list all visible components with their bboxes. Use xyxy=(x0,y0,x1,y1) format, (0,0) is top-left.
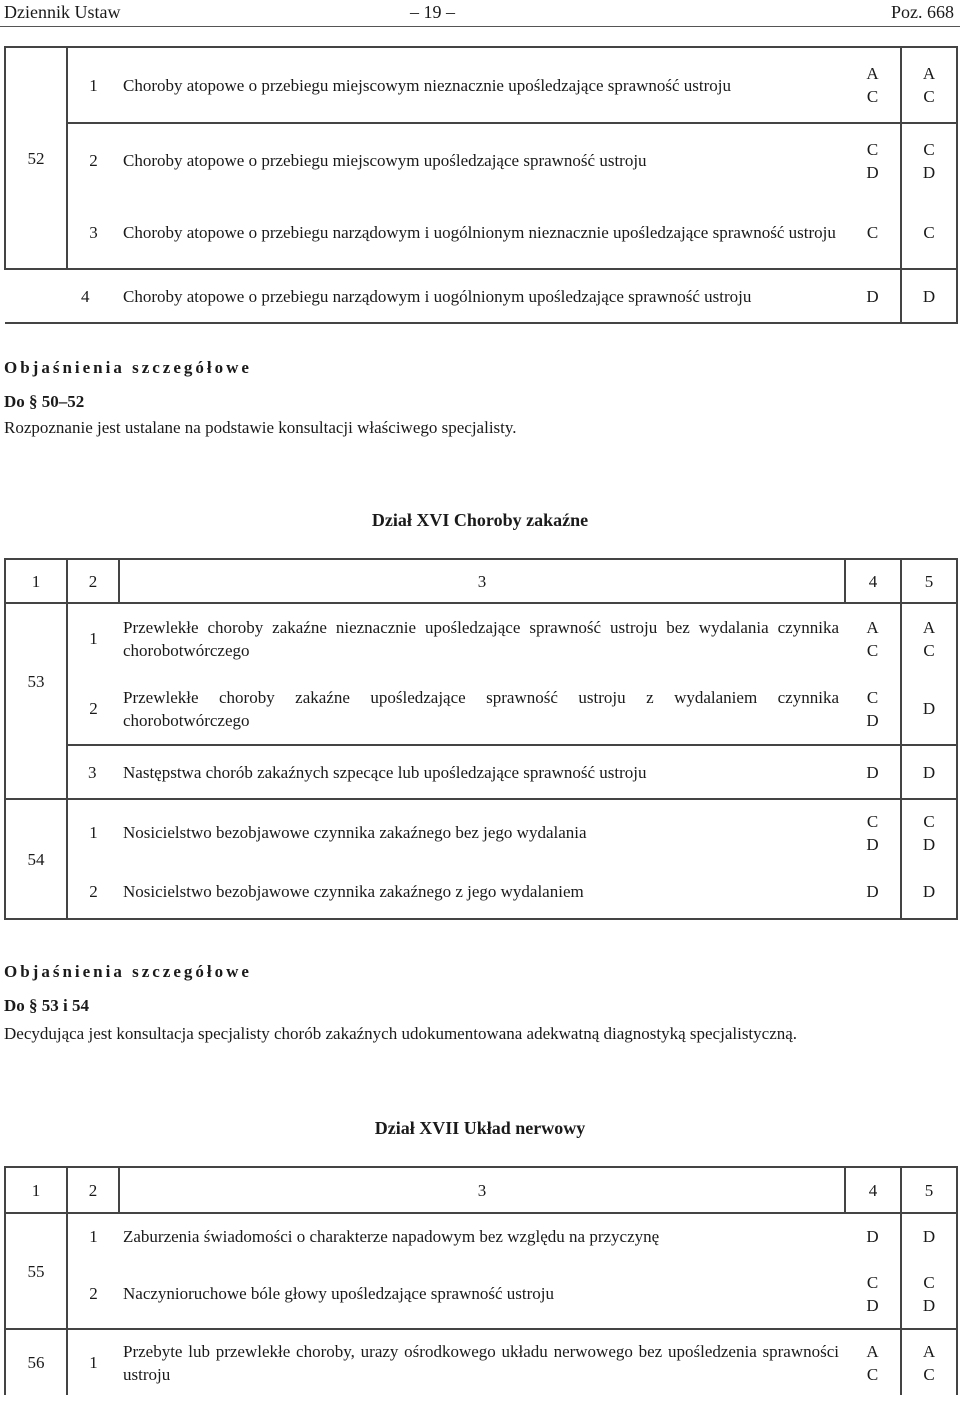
category-col4: C D xyxy=(845,123,901,197)
notes-reference xyxy=(4,996,89,1016)
category-col5: A C xyxy=(901,1329,957,1395)
row-number: 1 xyxy=(67,1213,119,1259)
notes-text: Decydująca jest konsultacja specjalisty chorób zakaźnych udokumentowana adekwatną diagnostyką specjalistyczną. xyxy=(4,1024,798,1043)
row-description: Zaburzenia świadomości o charakterze napadowym bez względu na przyczynę xyxy=(119,1213,845,1259)
row-description: Choroby atopowe o przebiegu miejscowym nieznacznie upośledzające sprawność ustroju xyxy=(119,47,845,123)
section-title: Dział XVII Układ nerwowy xyxy=(374,1118,586,1138)
header-divider xyxy=(0,26,960,27)
journal-name: Dziennik Ustaw xyxy=(4,2,121,22)
category-col4: C D xyxy=(845,1259,901,1329)
group-number: 54 xyxy=(5,799,67,919)
row-number: 2 xyxy=(67,673,119,745)
category-col5: D xyxy=(901,673,957,745)
table-row xyxy=(5,269,957,323)
table-row xyxy=(5,47,957,123)
row-number: 1 xyxy=(67,1329,119,1395)
category-col5: D xyxy=(901,269,957,323)
category-col4: A C xyxy=(845,603,901,673)
category-col5: C D xyxy=(901,123,957,197)
row-number: 3 xyxy=(67,197,119,269)
group-number: 56 xyxy=(5,1329,67,1395)
category-col5: C D xyxy=(901,1259,957,1329)
row-description: Przewlekłe choroby zakaźne nieznacznie upośledzające sprawność ustroju bez wydalania czynnika chorobotwórczego xyxy=(119,603,845,673)
table-row xyxy=(5,123,957,197)
column-header: 2 xyxy=(67,1167,119,1213)
category-col5: D xyxy=(901,745,957,799)
table-row xyxy=(5,745,957,799)
table-header-row xyxy=(5,1167,957,1213)
row-number: 1 xyxy=(67,799,119,865)
row-description: Choroby atopowe o przebiegu narządowym i uogólnionym nieznacznie upośledzające sprawność ustroju xyxy=(119,197,845,269)
table-row xyxy=(5,603,957,673)
row-number: 2 xyxy=(67,123,119,197)
section-sign: § xyxy=(29,392,38,411)
table-row xyxy=(5,1329,957,1395)
row-description: Przewlekłe choroby zakaźne upośledzające sprawność ustroju z wydalaniem czynnika chorobotwórczego xyxy=(119,673,845,745)
position-number: Poz. 668 xyxy=(891,2,954,22)
page-header xyxy=(0,0,960,24)
group-number: 55 xyxy=(5,1213,67,1329)
column-header: 2 xyxy=(67,559,119,603)
row-description: Przebyte lub przewlekłe choroby, urazy ośrodkowego układu nerwowego bez upośledzenia sprawności ustroju xyxy=(119,1329,845,1395)
category-col4: A C xyxy=(845,47,901,123)
notes-title: Objaśnienia szczegółowe xyxy=(4,962,252,981)
row-number: 4 xyxy=(5,269,119,323)
category-col5: D xyxy=(901,1213,957,1259)
group-number: 53 xyxy=(5,603,67,799)
table-row xyxy=(5,673,957,745)
table-section-52 xyxy=(4,46,958,324)
category-col4: C D xyxy=(845,673,901,745)
table-row xyxy=(5,1213,957,1259)
section-title: Dział XVI Choroby zakaźne xyxy=(371,510,589,530)
row-description: Następstwa chorób zakaźnych szpecące lub upośledzające sprawność ustroju xyxy=(119,745,845,799)
category-col5: D xyxy=(901,865,957,919)
column-header: 4 xyxy=(845,1167,901,1213)
row-number: 1 xyxy=(67,47,119,123)
category-col4: D xyxy=(845,269,901,323)
table-row xyxy=(5,865,957,919)
column-header: 5 xyxy=(901,1167,957,1213)
row-number: 2 xyxy=(67,865,119,919)
row-number: 3 xyxy=(67,745,119,799)
notes-text: Rozpoznanie jest ustalane na podstawie konsultacji właściwego specjalisty. xyxy=(4,418,517,437)
category-col5: C D xyxy=(901,799,957,865)
column-header: 5 xyxy=(901,559,957,603)
category-col4: C xyxy=(845,197,901,269)
row-description: Choroby atopowe o przebiegu narządowym i uogólnionym upośledzające sprawność ustroju xyxy=(119,269,845,323)
category-col5: A C xyxy=(901,603,957,673)
row-description: Naczynioruchowe bóle głowy upośledzające sprawność ustroju xyxy=(119,1259,845,1329)
column-header: 3 xyxy=(119,1167,845,1213)
category-col5: A C xyxy=(901,47,957,123)
section-sign: § xyxy=(29,996,38,1015)
row-description: Nosicielstwo bezobjawowe czynnika zakaźnego bez jego wydalania xyxy=(119,799,845,865)
row-number: 1 xyxy=(67,603,119,673)
table-header-row xyxy=(5,559,957,603)
table-row xyxy=(5,1259,957,1329)
table-row xyxy=(5,197,957,269)
column-header: 4 xyxy=(845,559,901,603)
category-col4: D xyxy=(845,865,901,919)
table-section-xvi xyxy=(4,558,958,920)
table-row xyxy=(5,799,957,865)
category-col4: A C xyxy=(845,1329,901,1395)
table-section-xvii xyxy=(4,1166,958,1395)
ref-prefix: Do xyxy=(4,392,25,411)
row-number: 2 xyxy=(67,1259,119,1329)
notes-title: Objaśnienia szczegółowe xyxy=(4,358,252,377)
ref-range: 50–52 xyxy=(41,392,85,411)
row-description: Choroby atopowe o przebiegu miejscowym upośledzające sprawność ustroju xyxy=(119,123,845,197)
page-number: – 19 – xyxy=(410,2,455,22)
category-col4: C D xyxy=(845,799,901,865)
row-description: Nosicielstwo bezobjawowe czynnika zakaźnego z jego wydalaniem xyxy=(119,865,845,919)
column-header: 3 xyxy=(119,559,845,603)
column-header: 1 xyxy=(5,1167,67,1213)
ref-range: 53 i 54 xyxy=(41,996,90,1015)
category-col4: D xyxy=(845,1213,901,1259)
ref-prefix: Do xyxy=(4,996,25,1015)
column-header: 1 xyxy=(5,559,67,603)
notes-reference xyxy=(4,392,84,412)
category-col4: D xyxy=(845,745,901,799)
group-number: 52 xyxy=(5,47,67,269)
category-col5: C xyxy=(901,197,957,269)
